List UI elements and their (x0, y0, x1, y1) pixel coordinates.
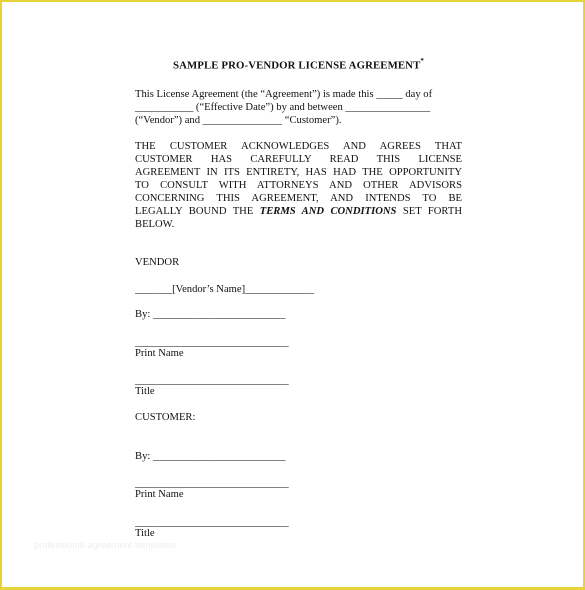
vendor-heading: VENDOR (135, 257, 180, 268)
title-text: SAMPLE PRO-VENDOR LICENSE AGREEMENT (173, 59, 421, 72)
ack-line-5: CONCERNING THIS AGREEMENT, AND INTENDS TO BE (135, 193, 462, 204)
ack-line-6 (135, 205, 462, 218)
document-title (135, 56, 462, 73)
ack-line-1: THE CUSTOMER ACKNOWLEDGES AND AGREES THAT (135, 141, 462, 152)
ack-line-7: BELOW. (135, 219, 175, 230)
customer-title-line: _____________________________ (135, 517, 289, 528)
title-footnote-mark: * (420, 57, 424, 65)
ack-line-6-prefix: LEGALLY BOUND THE (135, 206, 260, 217)
intro-line-2: ___________ (“Effective Date”) by and between ________________ (135, 102, 431, 113)
customer-print-name-line: _____________________________ (135, 478, 289, 489)
watermark-text: professional agreement templates (34, 540, 176, 550)
ack-line-3: AGREEMENT IN ITS ENTIRETY, HAS HAD THE OPPORTUNITY (135, 167, 462, 178)
vendor-print-name-label: Print Name (135, 348, 184, 359)
terms-and-conditions-emphasis: TERMS AND CONDITIONS (259, 206, 397, 217)
acknowledgement-paragraph (135, 140, 462, 231)
ack-line-4: TO CONSULT WITH ATTORNEYS AND OTHER ADVISORS (135, 180, 462, 191)
ack-line-2: CUSTOMER HAS CAREFULLY READ THIS LICENSE (135, 154, 462, 165)
customer-by-line: By: _________________________ (135, 451, 286, 462)
intro-line-3: (“Vendor”) and _______________ “Customer”). (135, 115, 342, 126)
vendor-title-label: Title (135, 386, 155, 397)
intro-paragraph (135, 88, 462, 127)
customer-heading: CUSTOMER: (135, 412, 196, 423)
vendor-name-line: _______[Vendor’s Name]_____________ (135, 284, 314, 295)
vendor-by-line: By: _________________________ (135, 309, 286, 320)
customer-title-label: Title (135, 528, 155, 539)
customer-print-name-label: Print Name (135, 489, 184, 500)
vendor-print-name-line: _____________________________ (135, 337, 289, 348)
intro-line-1: This License Agreement (the “Agreement”) is made this _____ day of (135, 89, 433, 100)
vendor-title-line: _____________________________ (135, 375, 289, 386)
ack-line-6-suffix: SET FORTH (396, 206, 462, 217)
